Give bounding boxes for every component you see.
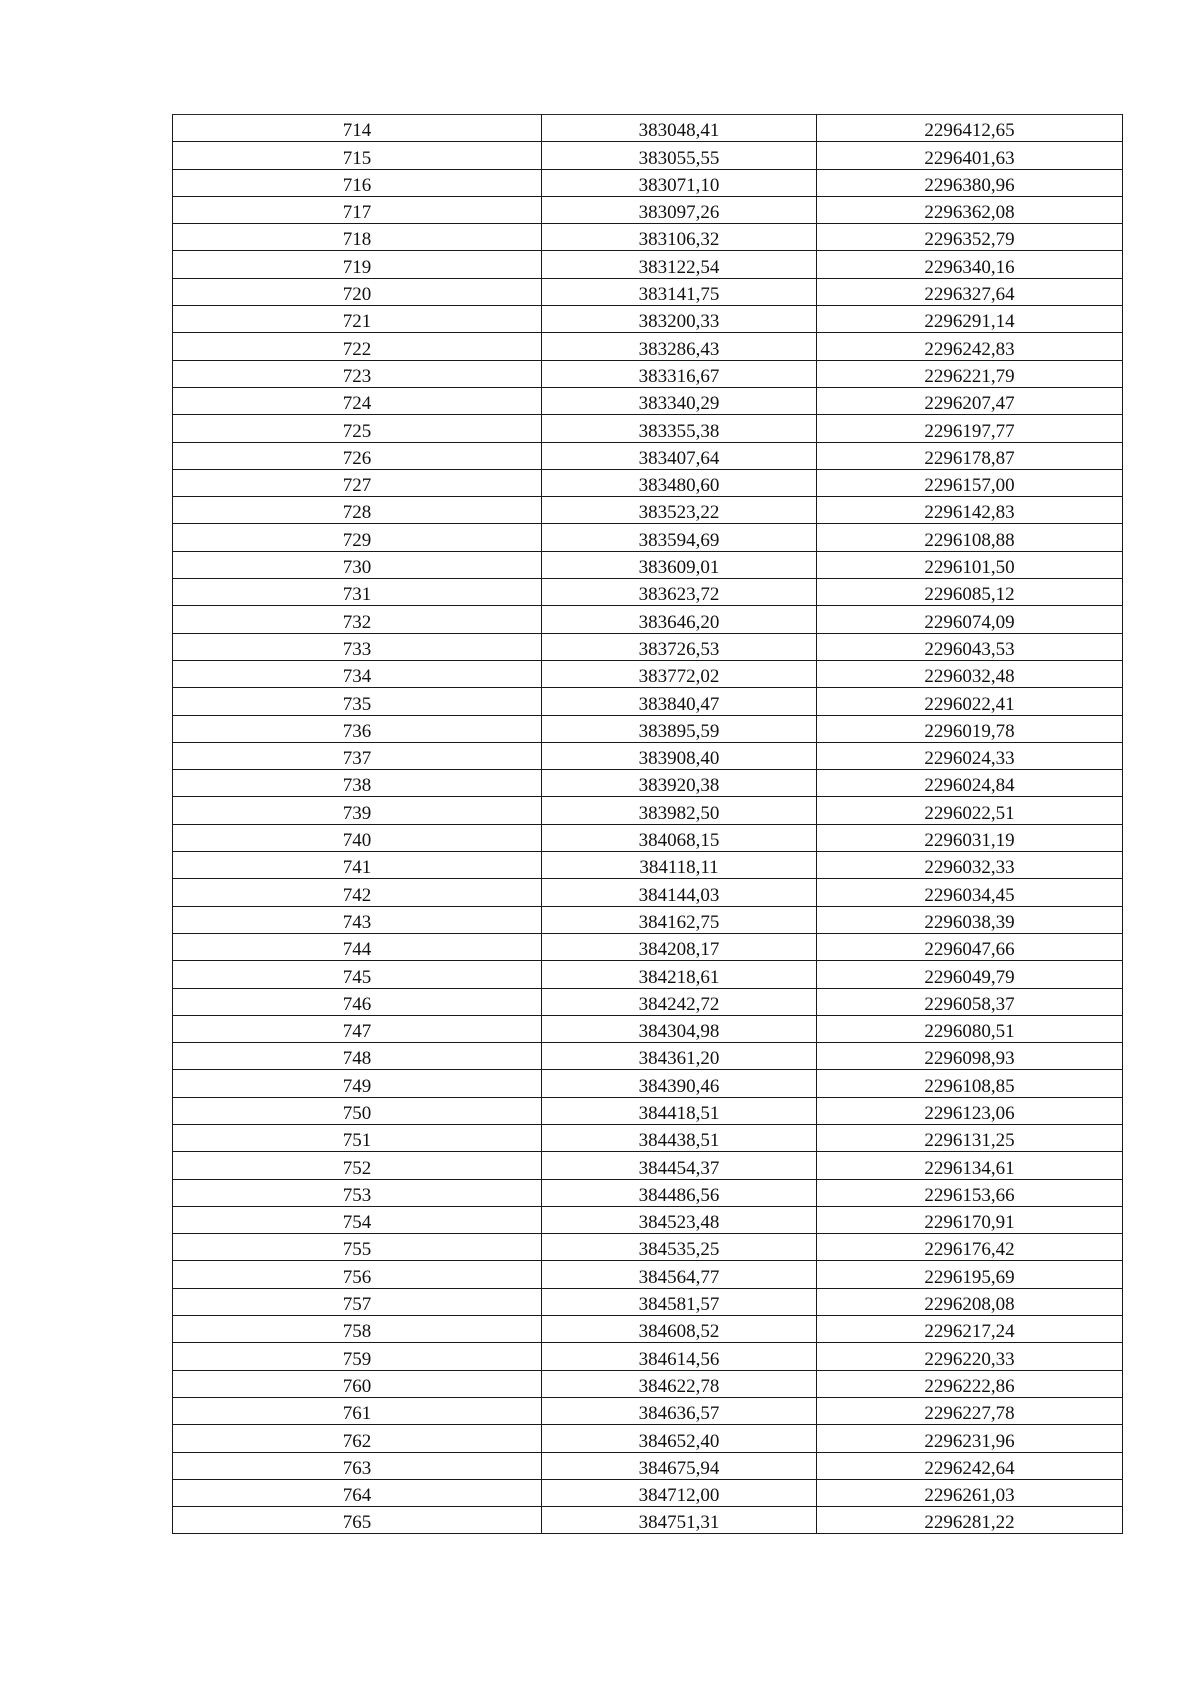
y-coordinate-cell: 2296157,00: [817, 469, 1123, 496]
point-number-cell: 715: [173, 142, 542, 169]
y-coordinate-cell: 2296217,24: [817, 1316, 1123, 1343]
y-coordinate-cell: 2296131,25: [817, 1124, 1123, 1151]
point-number-cell: 747: [173, 1015, 542, 1042]
x-coordinate-cell: 384675,94: [542, 1452, 817, 1479]
point-number-cell: 734: [173, 660, 542, 687]
point-number-cell: 714: [173, 115, 542, 142]
point-number-cell: 745: [173, 961, 542, 988]
point-number-cell: 719: [173, 251, 542, 278]
table-row: [173, 1097, 1123, 1124]
table-row: [173, 852, 1123, 879]
y-coordinate-cell: 2296098,93: [817, 1043, 1123, 1070]
y-coordinate-cell: 2296074,09: [817, 606, 1123, 633]
x-coordinate-cell: 383407,64: [542, 442, 817, 469]
y-coordinate-cell: 2296024,33: [817, 742, 1123, 769]
x-coordinate-cell: 384751,31: [542, 1507, 817, 1534]
table-row: [173, 1015, 1123, 1042]
point-number-cell: 748: [173, 1043, 542, 1070]
y-coordinate-cell: 2296227,78: [817, 1397, 1123, 1424]
table-row: [173, 1124, 1123, 1151]
x-coordinate-cell: 383480,60: [542, 469, 817, 496]
table-row: [173, 1507, 1123, 1534]
x-coordinate-cell: 384652,40: [542, 1425, 817, 1452]
point-number-cell: 754: [173, 1206, 542, 1233]
x-coordinate-cell: 383772,02: [542, 660, 817, 687]
x-coordinate-cell: 383355,38: [542, 415, 817, 442]
table-row: [173, 1425, 1123, 1452]
x-coordinate-cell: 384614,56: [542, 1343, 817, 1370]
point-number-cell: 721: [173, 306, 542, 333]
x-coordinate-cell: 383200,33: [542, 306, 817, 333]
y-coordinate-cell: 2296058,37: [817, 988, 1123, 1015]
point-number-cell: 738: [173, 770, 542, 797]
y-coordinate-cell: 2296261,03: [817, 1479, 1123, 1506]
x-coordinate-cell: 384608,52: [542, 1316, 817, 1343]
point-number-cell: 742: [173, 879, 542, 906]
table-row: [173, 142, 1123, 169]
x-coordinate-cell: 384242,72: [542, 988, 817, 1015]
point-number-cell: 758: [173, 1316, 542, 1343]
x-coordinate-cell: 384581,57: [542, 1288, 817, 1315]
x-coordinate-cell: 384438,51: [542, 1124, 817, 1151]
point-number-cell: 759: [173, 1343, 542, 1370]
table-row: [173, 1452, 1123, 1479]
table-row: [173, 1370, 1123, 1397]
x-coordinate-cell: 384162,75: [542, 906, 817, 933]
point-number-cell: 760: [173, 1370, 542, 1397]
table-row: [173, 169, 1123, 196]
x-coordinate-cell: 383908,40: [542, 742, 817, 769]
x-coordinate-cell: 384218,61: [542, 961, 817, 988]
table-row: [173, 715, 1123, 742]
point-number-cell: 752: [173, 1152, 542, 1179]
table-row: [173, 961, 1123, 988]
y-coordinate-cell: 2296043,53: [817, 633, 1123, 660]
x-coordinate-cell: 384523,48: [542, 1206, 817, 1233]
table-row: [173, 524, 1123, 551]
x-coordinate-cell: 383097,26: [542, 196, 817, 223]
x-coordinate-cell: 383071,10: [542, 169, 817, 196]
y-coordinate-cell: 2296362,08: [817, 196, 1123, 223]
y-coordinate-cell: 2296031,19: [817, 824, 1123, 851]
y-coordinate-cell: 2296153,66: [817, 1179, 1123, 1206]
point-number-cell: 733: [173, 633, 542, 660]
x-coordinate-cell: 384486,56: [542, 1179, 817, 1206]
x-coordinate-cell: 383623,72: [542, 579, 817, 606]
point-number-cell: 736: [173, 715, 542, 742]
x-coordinate-cell: 384068,15: [542, 824, 817, 851]
x-coordinate-cell: 384144,03: [542, 879, 817, 906]
point-number-cell: 764: [173, 1479, 542, 1506]
x-coordinate-cell: 383609,01: [542, 551, 817, 578]
point-number-cell: 722: [173, 333, 542, 360]
y-coordinate-cell: 2296281,22: [817, 1507, 1123, 1534]
point-number-cell: 740: [173, 824, 542, 851]
y-coordinate-cell: 2296134,61: [817, 1152, 1123, 1179]
point-number-cell: 762: [173, 1425, 542, 1452]
point-number-cell: 741: [173, 852, 542, 879]
y-coordinate-cell: 2296242,83: [817, 333, 1123, 360]
y-coordinate-cell: 2296123,06: [817, 1097, 1123, 1124]
y-coordinate-cell: 2296291,14: [817, 306, 1123, 333]
table-row: [173, 933, 1123, 960]
table-row: [173, 906, 1123, 933]
y-coordinate-cell: 2296178,87: [817, 442, 1123, 469]
y-coordinate-cell: 2296085,12: [817, 579, 1123, 606]
y-coordinate-cell: 2296032,33: [817, 852, 1123, 879]
point-number-cell: 755: [173, 1234, 542, 1261]
table-row: [173, 224, 1123, 251]
point-number-cell: 763: [173, 1452, 542, 1479]
y-coordinate-cell: 2296142,83: [817, 497, 1123, 524]
y-coordinate-cell: 2296080,51: [817, 1015, 1123, 1042]
table-row: [173, 1479, 1123, 1506]
y-coordinate-cell: 2296049,79: [817, 961, 1123, 988]
y-coordinate-cell: 2296221,79: [817, 360, 1123, 387]
table-row: [173, 306, 1123, 333]
x-coordinate-cell: 384208,17: [542, 933, 817, 960]
table-row: [173, 415, 1123, 442]
point-number-cell: 726: [173, 442, 542, 469]
y-coordinate-cell: 2296401,63: [817, 142, 1123, 169]
y-coordinate-cell: 2296197,77: [817, 415, 1123, 442]
y-coordinate-cell: 2296108,85: [817, 1070, 1123, 1097]
point-number-cell: 718: [173, 224, 542, 251]
point-number-cell: 744: [173, 933, 542, 960]
x-coordinate-cell: 383920,38: [542, 770, 817, 797]
x-coordinate-cell: 383048,41: [542, 115, 817, 142]
x-coordinate-cell: 384454,37: [542, 1152, 817, 1179]
y-coordinate-cell: 2296207,47: [817, 387, 1123, 414]
x-coordinate-cell: 383055,55: [542, 142, 817, 169]
table-row: [173, 1343, 1123, 1370]
point-number-cell: 746: [173, 988, 542, 1015]
y-coordinate-cell: 2296022,51: [817, 797, 1123, 824]
table-row: [173, 1316, 1123, 1343]
y-coordinate-cell: 2296022,41: [817, 688, 1123, 715]
point-number-cell: 753: [173, 1179, 542, 1206]
table-row: [173, 251, 1123, 278]
y-coordinate-cell: 2296208,08: [817, 1288, 1123, 1315]
point-number-cell: 751: [173, 1124, 542, 1151]
x-coordinate-cell: 384712,00: [542, 1479, 817, 1506]
table-row: [173, 879, 1123, 906]
x-coordinate-cell: 383106,32: [542, 224, 817, 251]
table-row: [173, 1070, 1123, 1097]
x-coordinate-cell: 383122,54: [542, 251, 817, 278]
y-coordinate-cell: 2296340,16: [817, 251, 1123, 278]
table-row: [173, 606, 1123, 633]
x-coordinate-cell: 383982,50: [542, 797, 817, 824]
table-row: [173, 633, 1123, 660]
coordinates-table: [172, 114, 1123, 1534]
y-coordinate-cell: 2296222,86: [817, 1370, 1123, 1397]
point-number-cell: 765: [173, 1507, 542, 1534]
x-coordinate-cell: 383286,43: [542, 333, 817, 360]
point-number-cell: 761: [173, 1397, 542, 1424]
x-coordinate-cell: 384535,25: [542, 1234, 817, 1261]
point-number-cell: 716: [173, 169, 542, 196]
point-number-cell: 735: [173, 688, 542, 715]
table-row: [173, 660, 1123, 687]
table-row: [173, 579, 1123, 606]
y-coordinate-cell: 2296220,33: [817, 1343, 1123, 1370]
x-coordinate-cell: 383895,59: [542, 715, 817, 742]
y-coordinate-cell: 2296195,69: [817, 1261, 1123, 1288]
table-row: [173, 770, 1123, 797]
coordinates-table-body: [173, 115, 1123, 1534]
y-coordinate-cell: 2296412,65: [817, 115, 1123, 142]
table-row: [173, 115, 1123, 142]
point-number-cell: 730: [173, 551, 542, 578]
point-number-cell: 750: [173, 1097, 542, 1124]
point-number-cell: 743: [173, 906, 542, 933]
point-number-cell: 756: [173, 1261, 542, 1288]
table-row: [173, 196, 1123, 223]
point-number-cell: 757: [173, 1288, 542, 1315]
point-number-cell: 731: [173, 579, 542, 606]
y-coordinate-cell: 2296380,96: [817, 169, 1123, 196]
y-coordinate-cell: 2296038,39: [817, 906, 1123, 933]
x-coordinate-cell: 384636,57: [542, 1397, 817, 1424]
table-row: [173, 497, 1123, 524]
y-coordinate-cell: 2296019,78: [817, 715, 1123, 742]
y-coordinate-cell: 2296327,64: [817, 278, 1123, 305]
y-coordinate-cell: 2296242,64: [817, 1452, 1123, 1479]
table-row: [173, 469, 1123, 496]
point-number-cell: 737: [173, 742, 542, 769]
table-row: [173, 278, 1123, 305]
point-number-cell: 724: [173, 387, 542, 414]
table-row: [173, 1043, 1123, 1070]
x-coordinate-cell: 384361,20: [542, 1043, 817, 1070]
y-coordinate-cell: 2296108,88: [817, 524, 1123, 551]
point-number-cell: 729: [173, 524, 542, 551]
x-coordinate-cell: 384118,11: [542, 852, 817, 879]
x-coordinate-cell: 383316,67: [542, 360, 817, 387]
table-row: [173, 360, 1123, 387]
point-number-cell: 717: [173, 196, 542, 223]
y-coordinate-cell: 2296170,91: [817, 1206, 1123, 1233]
point-number-cell: 739: [173, 797, 542, 824]
x-coordinate-cell: 384418,51: [542, 1097, 817, 1124]
table-row: [173, 1206, 1123, 1233]
point-number-cell: 725: [173, 415, 542, 442]
table-row: [173, 1179, 1123, 1206]
table-row: [173, 824, 1123, 851]
y-coordinate-cell: 2296024,84: [817, 770, 1123, 797]
y-coordinate-cell: 2296231,96: [817, 1425, 1123, 1452]
table-row: [173, 333, 1123, 360]
table-row: [173, 688, 1123, 715]
x-coordinate-cell: 383646,20: [542, 606, 817, 633]
x-coordinate-cell: 384622,78: [542, 1370, 817, 1397]
table-row: [173, 1152, 1123, 1179]
point-number-cell: 749: [173, 1070, 542, 1097]
point-number-cell: 720: [173, 278, 542, 305]
table-row: [173, 988, 1123, 1015]
table-row: [173, 1261, 1123, 1288]
table-row: [173, 797, 1123, 824]
table-row: [173, 1397, 1123, 1424]
point-number-cell: 723: [173, 360, 542, 387]
y-coordinate-cell: 2296047,66: [817, 933, 1123, 960]
y-coordinate-cell: 2296034,45: [817, 879, 1123, 906]
point-number-cell: 728: [173, 497, 542, 524]
y-coordinate-cell: 2296032,48: [817, 660, 1123, 687]
x-coordinate-cell: 383594,69: [542, 524, 817, 551]
y-coordinate-cell: 2296101,50: [817, 551, 1123, 578]
table-row: [173, 551, 1123, 578]
x-coordinate-cell: 383523,22: [542, 497, 817, 524]
y-coordinate-cell: 2296352,79: [817, 224, 1123, 251]
x-coordinate-cell: 383840,47: [542, 688, 817, 715]
x-coordinate-cell: 384390,46: [542, 1070, 817, 1097]
x-coordinate-cell: 383141,75: [542, 278, 817, 305]
table-row: [173, 387, 1123, 414]
x-coordinate-cell: 383340,29: [542, 387, 817, 414]
point-number-cell: 727: [173, 469, 542, 496]
x-coordinate-cell: 384304,98: [542, 1015, 817, 1042]
table-row: [173, 742, 1123, 769]
point-number-cell: 732: [173, 606, 542, 633]
x-coordinate-cell: 383726,53: [542, 633, 817, 660]
y-coordinate-cell: 2296176,42: [817, 1234, 1123, 1261]
table-row: [173, 1234, 1123, 1261]
table-row: [173, 1288, 1123, 1315]
x-coordinate-cell: 384564,77: [542, 1261, 817, 1288]
table-row: [173, 442, 1123, 469]
